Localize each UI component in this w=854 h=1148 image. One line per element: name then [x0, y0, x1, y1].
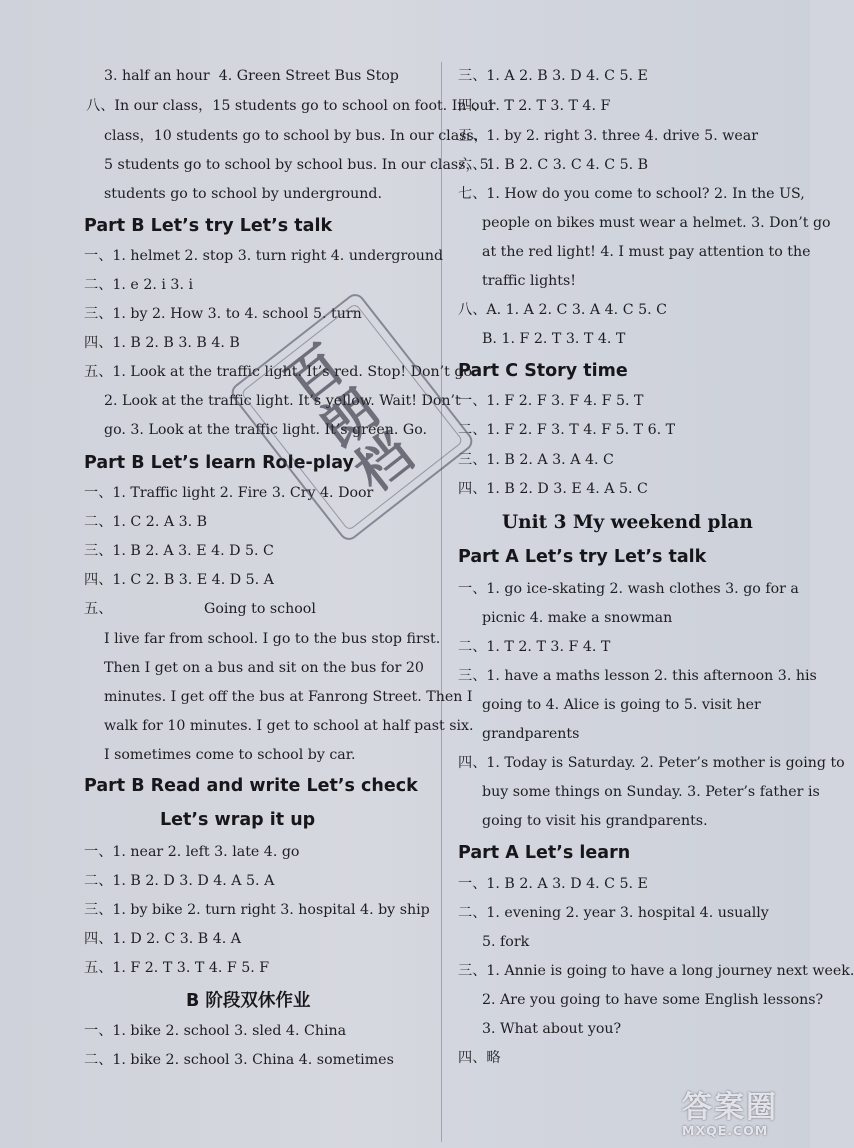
answer-line: 一、1. helmet 2. stop 3. turn right 4. underground: [84, 248, 444, 264]
section-heading: Part B Read and write Let’s check: [84, 776, 418, 796]
answer-line: 一、1. go ice-skating 2. wash clothes 3. go for a: [458, 581, 799, 597]
answer-line: 二、1. C 2. A 3. B: [84, 514, 208, 530]
watermark-stamp: [228, 290, 477, 544]
answer-line: grandparents: [482, 726, 580, 742]
answer-line: 四、1. T 2. T 3. T 4. F: [458, 98, 611, 114]
section-heading: Part B Let’s learn Role-play: [84, 453, 354, 473]
answer-line: 四、1. B 2. D 3. E 4. A 5. C: [458, 481, 648, 497]
answer-line: B. 1. F 2. T 3. T 4. T: [482, 331, 626, 347]
answer-line: 二、1. evening 2. year 3. hospital 4. usually: [458, 905, 769, 921]
answer-line: 五、1. by 2. right 3. three 4. drive 5. wear: [458, 128, 758, 144]
answer-line: 5. fork: [482, 934, 530, 950]
answer-line: buy some things on Sunday. 3. Peter’s father is: [482, 784, 820, 800]
answer-line: 四、1. D 2. C 3. B 4. A: [84, 931, 241, 947]
answer-line: going to 4. Alice is going to 5. visit her: [482, 697, 761, 713]
essay-line: Then I get on a bus and sit on the bus for 20: [104, 660, 424, 676]
answer-line: 二、1. B 2. D 3. D 4. A 5. A: [84, 873, 275, 889]
answer-line: 四、1. Today is Saturday. 2. Peter’s mother is going to: [458, 755, 845, 771]
section-heading: Part B Let’s try Let’s talk: [84, 216, 333, 236]
answer-line: 四、1. B 2. B 3. B 4. B: [84, 335, 240, 351]
essay-line: I sometimes come to school by car.: [104, 747, 356, 763]
logo-url: MXQE.COM: [682, 1123, 769, 1138]
answer-line: 六、1. B 2. C 3. C 4. C 5. B: [458, 157, 649, 173]
answer-line: picnic 4. make a snowman: [482, 610, 673, 626]
answer-line: 七、1. How do you come to school? 2. In the US,: [458, 186, 805, 202]
answer-line: 三、1. B 2. A 3. E 4. D 5. C: [84, 543, 274, 559]
answer-line: students go to school by underground.: [104, 186, 383, 202]
answer-line: people on bikes must wear a helmet. 3. Don’t go: [482, 215, 831, 231]
site-logo: [682, 1092, 804, 1142]
answer-line: 3. half an hour 4. Green Street Bus Stop: [104, 68, 399, 84]
essay-line: I live far from school. I go to the bus stop first.: [104, 631, 441, 647]
answer-line: 一、1. Traffic light 2. Fire 3. Cry 4. Door: [84, 485, 374, 501]
answer-line: 3. What about you?: [482, 1021, 622, 1037]
stamp-char: 百: [274, 329, 361, 416]
answer-line: 一、1. F 2. F 3. F 4. F 5. T: [458, 393, 644, 409]
answer-line: 二、1. F 2. F 3. T 4. F 5. T 6. T: [458, 422, 676, 438]
answer-line: 八、A. 1. A 2. C 3. A 4. C 5. C: [458, 302, 667, 318]
answer-line: 三、1. B 2. A 3. A 4. C: [458, 452, 614, 468]
answer-line: 2. Are you going to have some English lessons?: [482, 992, 824, 1008]
answer-line: 三、1. A 2. B 3. D 4. C 5. E: [458, 68, 648, 84]
stamp-char: 朗: [308, 373, 395, 460]
answer-label: 五、: [84, 601, 113, 617]
answer-line: 一、1. B 2. A 3. D 4. C 5. E: [458, 876, 648, 892]
essay-line: minutes. I get off the bus at Fanrong Street. Then I: [104, 689, 473, 705]
answer-line: 二、1. T 2. T 3. F 4. T: [458, 639, 611, 655]
answer-line: 八、In our class，15 students go to school on foot. In our: [86, 98, 496, 114]
column-divider: [441, 62, 442, 1142]
answer-line: 2. Look at the traffic light. It’s yellow. Wait! Don’t: [104, 393, 461, 409]
section-heading: Part A Let’s learn: [458, 843, 631, 863]
logo-title: 答案圈: [682, 1090, 778, 1125]
answer-line: at the red light! 4. I must pay attention to the: [482, 244, 811, 260]
answer-line: 一、1. bike 2. school 3. sled 4. China: [84, 1023, 347, 1039]
answer-line: 三、1. Annie is going to have a long journey next week.: [458, 963, 854, 979]
answer-line: 二、1. bike 2. school 3. China 4. sometimes: [84, 1052, 394, 1068]
answer-line: class，10 students go to school by bus. In our class，: [104, 128, 488, 144]
answer-line: traffic lights!: [482, 273, 576, 289]
stamp-char: 档: [343, 417, 430, 505]
answer-line: 四、1. C 2. B 3. E 4. D 5. A: [84, 572, 274, 588]
answer-line: 三、1. have a maths lesson 2. this afternoon 3. his: [458, 668, 817, 684]
section-heading: B 阶段双休作业: [186, 991, 311, 1011]
essay-line: walk for 10 minutes. I get to school at half past six.: [104, 718, 474, 734]
answer-line: 五、1. F 2. T 3. T 4. F 5. F: [84, 960, 270, 976]
answer-line: 四、略: [458, 1050, 501, 1066]
unit-title: Unit 3 My weekend plan: [502, 512, 753, 533]
section-heading: Let’s wrap it up: [160, 810, 316, 830]
answer-line: 三、1. by 2. How 3. to 4. school 5. turn: [84, 306, 362, 322]
section-heading: Part A Let’s try Let’s talk: [458, 547, 707, 567]
section-heading: Part C Story time: [458, 361, 628, 381]
answer-line: 二、1. e 2. i 3. i: [84, 277, 194, 293]
answer-line: go. 3. Look at the traffic light. It’s green. Go.: [104, 422, 428, 438]
essay-title: Going to school: [204, 601, 316, 617]
answer-line: 5 students go to school by school bus. In our class，5: [104, 157, 489, 173]
answer-line: 三、1. by bike 2. turn right 3. hospital 4. by ship: [84, 902, 430, 918]
answer-line: 一、1. near 2. left 3. late 4. go: [84, 844, 300, 860]
answer-line: going to visit his grandparents.: [482, 813, 708, 829]
answer-line: 五、1. Look at the traffic light. It’s red. Stop! Don’t go.: [84, 364, 477, 380]
